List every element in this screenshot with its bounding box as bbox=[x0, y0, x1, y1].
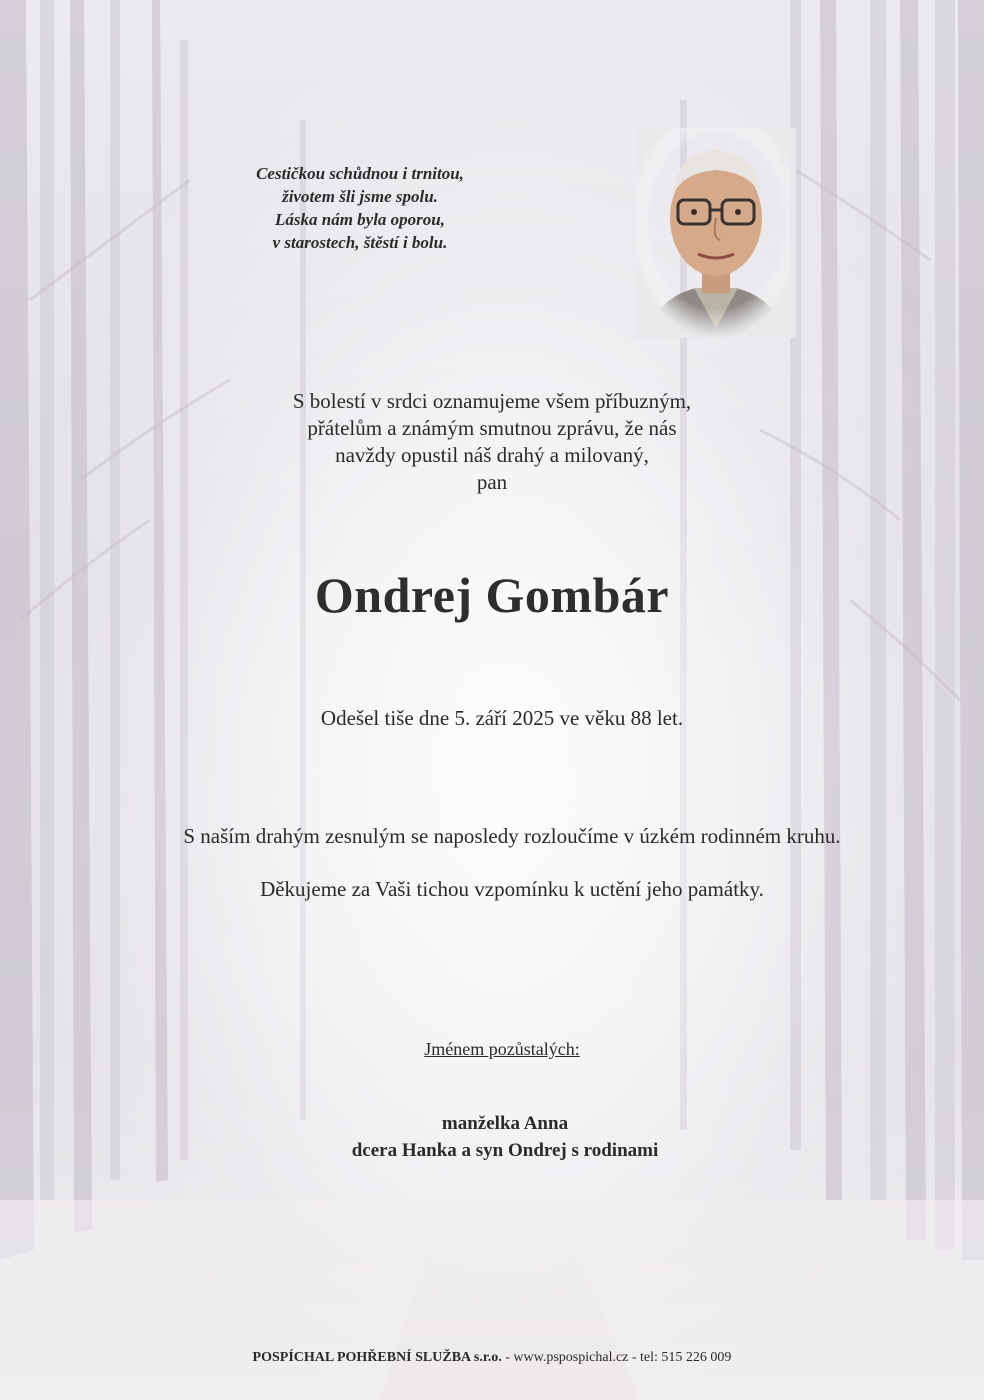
poem-line: v starostech, štěstí i bolu. bbox=[272, 233, 448, 252]
footer-company: POSPÍCHAL POHŘEBNÍ SLUŽBA s.r.o. bbox=[252, 1350, 502, 1365]
footer-contact: - www.pspospichal.cz - tel: 515 226 009 bbox=[501, 1350, 732, 1365]
survivors-list bbox=[255, 1110, 755, 1164]
thanks-text: Děkujeme za Vaši tichou vzpomínku k uctění jeho památky. bbox=[260, 877, 764, 901]
announcement-line: přátelům a známým smutnou zprávu, že nás bbox=[307, 416, 677, 440]
announcement-line: S bolestí v srdci oznamujeme všem příbuzným, bbox=[292, 389, 692, 413]
announcement-text bbox=[192, 388, 792, 496]
death-info: Odešel tiše dne 5. září 2025 ve věku 88 let. bbox=[320, 706, 684, 730]
announcement-line: navždy opustil náš drahý a milovaný, bbox=[335, 443, 649, 467]
portrait-photo bbox=[636, 128, 796, 338]
footer bbox=[92, 1350, 892, 1366]
poem bbox=[200, 162, 520, 254]
announcement-line: pan bbox=[476, 470, 508, 494]
poem-line: Láska nám byla oporou, bbox=[274, 210, 446, 229]
poem-line: životem šli jsme spolu. bbox=[282, 187, 438, 206]
deceased-name: Ondrej Gombár bbox=[314, 567, 670, 623]
poem-line: Cestičkou schůdnou i trnitou, bbox=[256, 164, 464, 183]
farewell-text: S naším drahým zesnulým se naposledy rozloučíme v úzkém rodinném kruhu. bbox=[183, 824, 841, 848]
survivor-line: manželka Anna bbox=[441, 1113, 569, 1134]
survivor-line: dcera Hanka a syn Ondrej s rodinami bbox=[351, 1140, 659, 1161]
survivors-heading: Jménem pozůstalých: bbox=[424, 1039, 580, 1059]
